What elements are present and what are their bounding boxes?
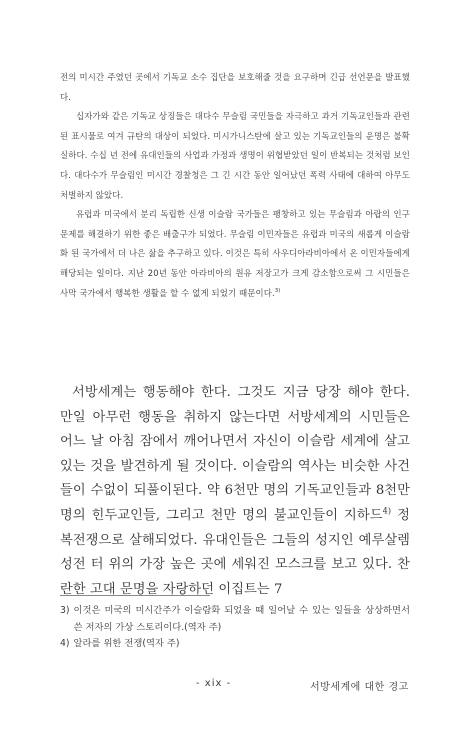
footnote-reference: 4) (382, 505, 392, 516)
quote-paragraph (60, 205, 410, 303)
body-paragraph (60, 381, 410, 602)
footnote-reference: 3) (274, 287, 281, 294)
page-footer (0, 678, 470, 694)
footnote (60, 636, 410, 653)
footnote-number: 3) (60, 605, 70, 616)
footnote-divider (60, 595, 210, 596)
quote-paragraph: 전의 미시간 주였던 곳에서 기독교 소수 집단을 보호해줄 것을 요구하며 긴급 선언문을 발표했다. (60, 72, 410, 102)
body-text-part: 서방세계는 행동해야 한다. 그것도 지금 당장 해야 한다. 만일 아무런 행동을 취하지 않는다면 서방세계의 시민들은 어느 날 아침 잠에서 깨어나면서 자신이 이슬람 세계에 살고 있는 것을 발견하게 될 것이다. 이슬람의 역사는 비슷한 사건들이 수없이 되풀이된다. 약 6천만 명의 기독교인들과 8천만 명의 힌두교인들, 그리고 천만 명의 불교인들이 지하드 (60, 385, 410, 523)
quote-paragraph: 십자가와 같은 기독교 상징들은 대다수 무슬림 국민들을 자극하고 과거 기독교인들과 관련된 표시물로 여겨 규탄의 대상이 되었다. 미시가니스탄에 살고 있는 기독교인들의 운명은 불확실하다. 수십 년 전에 유대인들의 사업과 가정과 생명이 위협받았던 일이 반복되는 것처럼 보인다. 대다수가 무슬림인 미시간 경찰청은 그 긴 시간 동안 일어났던 폭력 사태에 대하여 아무도 처벌하지 않았다. (60, 111, 410, 200)
footnote-number: 4) (60, 638, 70, 649)
body-text-part: 정복전쟁으로 살해되었다. 유대인들은 그들의 성지인 예루살렘 성전 터 위의 가장 높은 곳에 세워진 모스크를 보고 있다. 찬란한 고대 문명을 자랑하던 이집트는 7 (60, 507, 410, 597)
block-quote (60, 68, 410, 303)
quote-paragraph-text: 유럽과 미국에서 분리 독립한 신생 이슬람 국가들은 팽창하고 있는 무슬림과 아랍의 인구문제를 해결하기 위한 좋은 배출구가 되었다. 무슬림 이민자들은 유럽과 미국의 새롭게 이슬람화 된 국가에서 더 나은 삶을 추구하고 있다. 이것은 특히 사우디아라비아에서 온 이민자들에게 해당되는 일이다. 지난 20년 동안 아라비아의 원유 저장고가 크게 감소함으로써 그 시민들은 사막 국가에서 행복한 생활을 할 수 없게 되었기 때문이다. (60, 209, 410, 298)
body-paragraph-text (60, 381, 410, 602)
footnote-text: 알라를 위한 전쟁(역자 주) (73, 638, 180, 649)
footnotes (60, 603, 410, 653)
page-number: - xix - (196, 678, 232, 689)
footnote (60, 603, 410, 636)
running-title: 서방세계에 대한 경고 (310, 682, 409, 693)
footnote-text: 이것은 미국의 미시간주가 이슬람화 되었을 때 일어날 수 있는 일들을 상상하면서 쓴 저자의 가상 스토리이다.(역자 주) (73, 605, 410, 633)
